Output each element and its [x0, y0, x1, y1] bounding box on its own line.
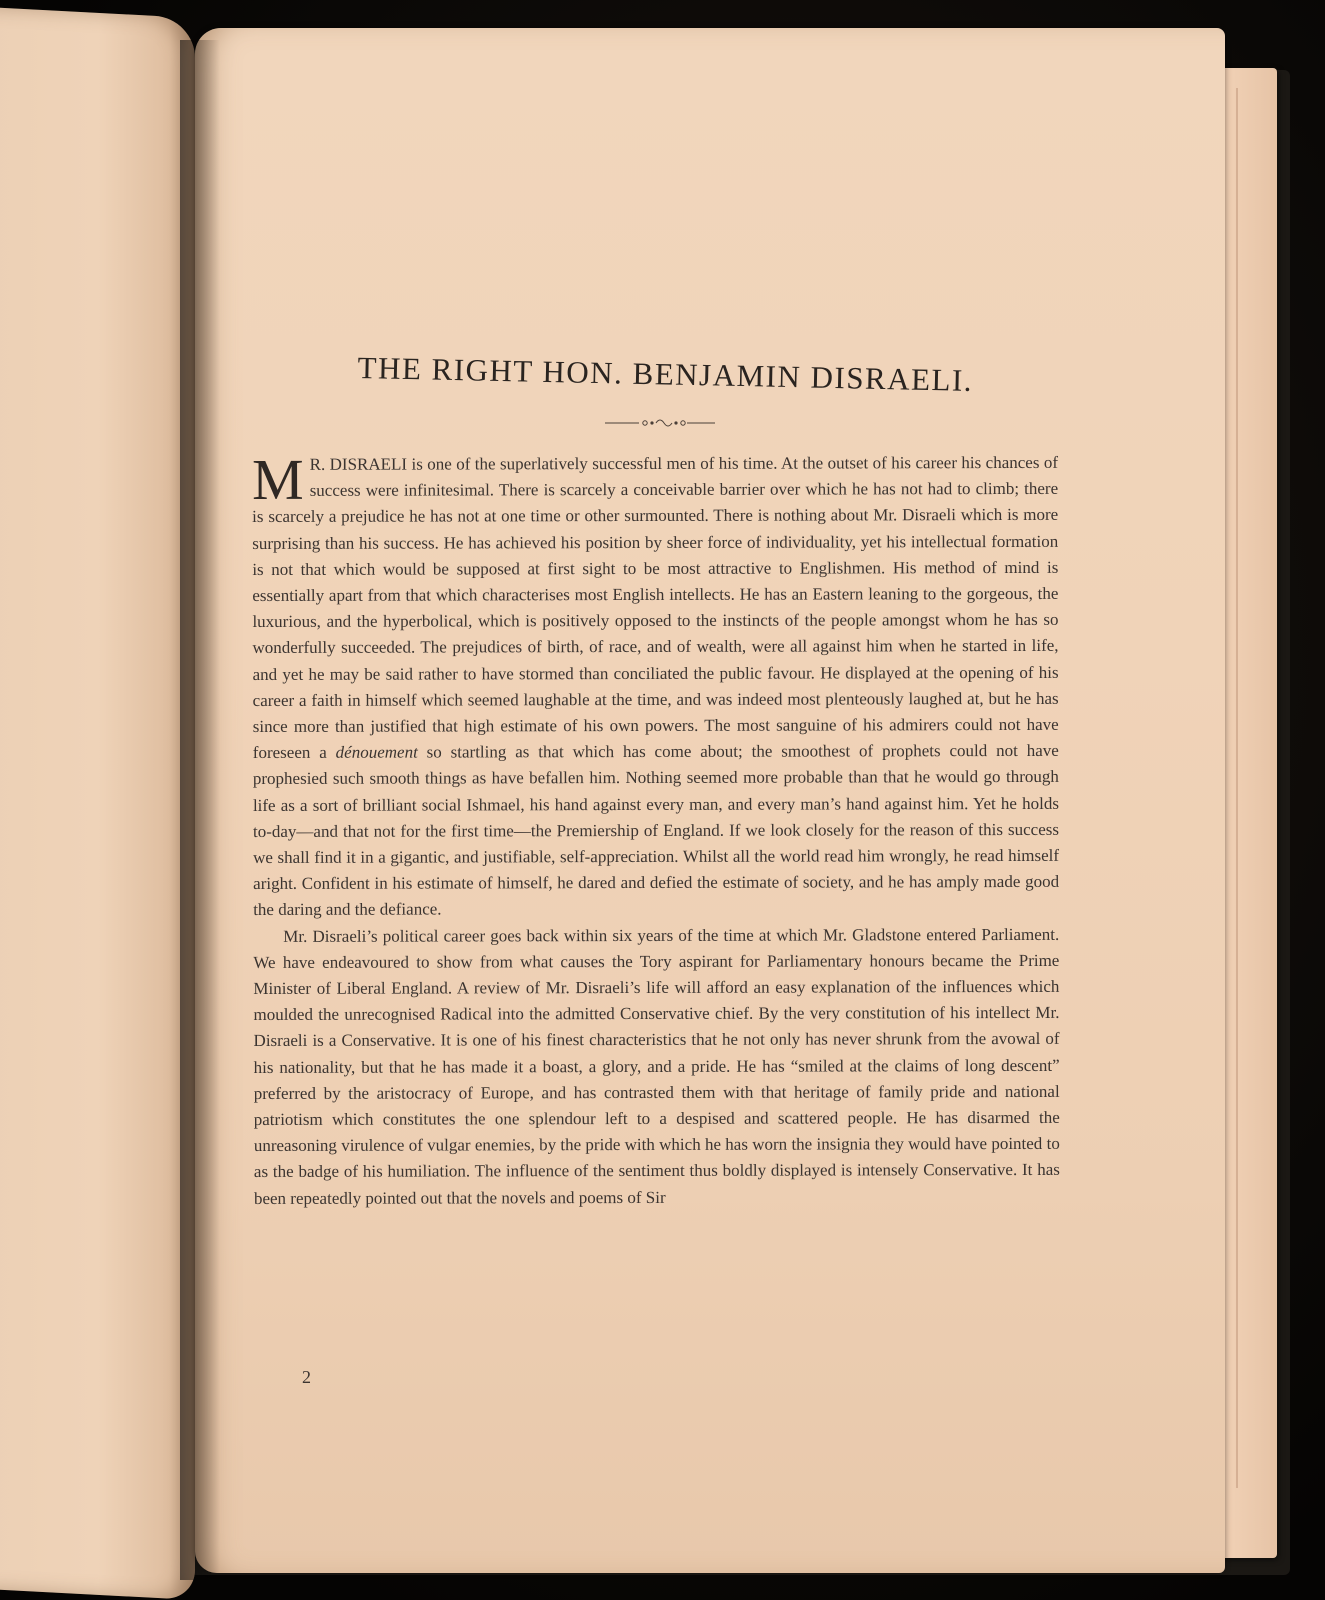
- page-edge-line: [1236, 88, 1238, 1488]
- lead-in: R. DISRAELI: [309, 454, 408, 474]
- drop-cap: M: [251, 446, 304, 512]
- ornament-divider: [605, 413, 715, 433]
- book-gutter-shadow: [180, 40, 220, 1580]
- paragraph-1-text-a: is one of the superlatively successful men of his time. At the outset of his career his chances of success were infinitesimal. There is scarcely a conceivable barrier over which he has not had to climb; there is scarcely a prejudice he has not at one time or other surmounted. There is nothing about Mr. Disraeli which is more surprising than his success. He has achieved his position by sheer force of individuality, yet his intellectual formation is not that which would be supposed at first sight to be most attractive to Englishmen. His method of mind is essentially apart from that which characterises most English intellects. He has an Eastern leaning to the gorgeous, the luxurious, and the hyperbolical, which is positively opposed to the instincts of the people amongst whom he has so wonderfully succeeded. The prejudices of birth, of race, and of wealth, were all against him when he started in life, and yet he may be said rather to have stormed than conciliated the public favour. He displayed at the opening of his career a faith in himself which seemed laughable at the time, and was indeed most plenteously laughed at, but he has since more than justified that high estimate of his own powers. The most sanguine of his admirers could not have foreseen a: [252, 452, 1059, 763]
- left-page: [0, 7, 195, 1600]
- paragraph-2: Mr. Disraeli’s political career goes back within six years of the time at which Mr. Gladstone entered Parliament. We have endeavoured to show from what causes the Tory aspirant for Parliamentary honours became the Prime Minister of Liberal England. A review of Mr. Disraeli’s life will afford an easy explanation of the influences which moulded the unrecognised Radical into the admitted Conservative chief. By the very constitution of his intellect Mr. Disraeli is a Conservative. It is one of his finest characteristics that he not only has never shrunk from the avowal of his nationality, but that he has made it a boast, a glory, and a pride. He has “smiled at the claims of long descent” preferred by the aristocracy of Europe, and has contrasted them with that heritage of family pride and national patriotism which constitutes the one splendour left to a despised and scattered people. He has disarmed the unreasoning virulence of vulgar enemies, by the pride with which he has worn the insignia they would have pointed to as the badge of his humiliation. The influence of the sentiment thus boldly displayed is intensely Conservative. It has been repeatedly pointed out that the novels and poems of Sir: [253, 924, 1060, 1208]
- page-number: 2: [302, 1367, 311, 1387]
- italic-term: dénouement: [335, 742, 418, 763]
- body-text: [251, 446, 1060, 1212]
- page-title: THE RIGHT HON. BENJAMIN DISRAELI.: [357, 350, 974, 398]
- paragraph-1: [251, 446, 1060, 924]
- paragraph-1-text-b: so startling as that which has come about; the smoothest of prophets could not have prophesied such smooth things as have befallen him. Nothing seemed more probable than that he would go through life as a sort of brilliant social Ishmael, his hand against every man, and every man’s hand against him. Yet he holds to-day—and that not for the first time—the Premiership of England. If we look closely for the reason of this success we shall find it in a gigantic, and justifiable, self-appreciation. Whilst all the world read him wrongly, he read himself aright. Confident in his estimate of himself, he dared and defied the estimate of society, and he has amply made good the daring and the defiance.: [252, 741, 1060, 920]
